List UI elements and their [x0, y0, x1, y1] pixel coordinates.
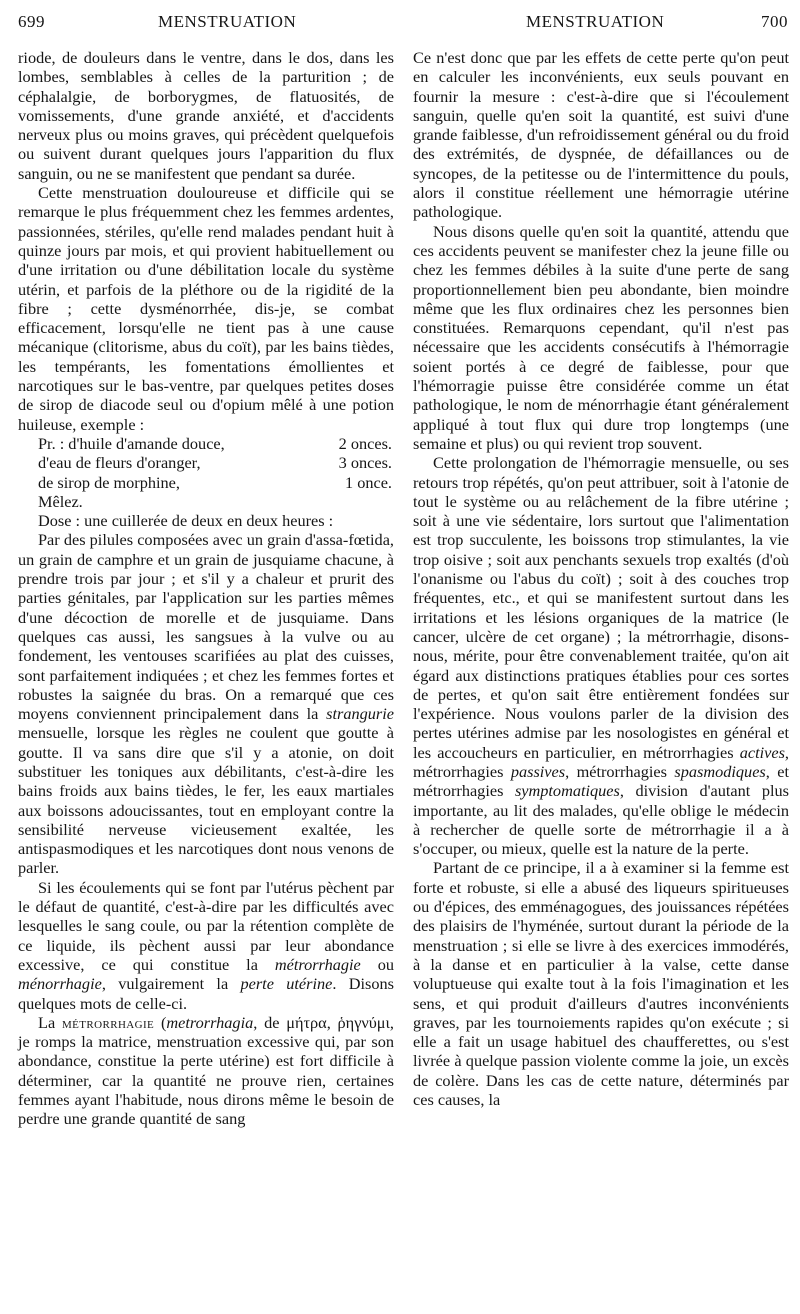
term-heading: métrorrhagie	[61, 1012, 155, 1032]
running-title-right: MENSTRUATION	[526, 12, 665, 31]
paragraph: Cette menstruation douloureuse et difficile qui se remarque le plus fréquemment chez les femmes ardentes, passionnées, stériles, qu'elle rend malades pendant huit à quinze jours par mois, et qui provient habituellement ou d'une irritation ou d'une débilitation locale du système utérin, et parfois de la pléthore ou de la rigidité de la fibre ; cette dysménorrhée, dis-je, se combat efficacement, lorsqu'elle ne tient pas à une cause mécanique (clitorisme, abus du coït), par les bains tièdes, les tempérants, les fomentations émollientes et narcotiques sur le bas-ventre, par quelques petites doses de sirop de diacode seul ou d'opium mêlé à une potion huileuse, exemple :	[18, 183, 394, 434]
quantity: 3 onces.	[338, 453, 392, 473]
ingredient: de sirop de morphine,	[38, 472, 180, 492]
prescription-line	[18, 453, 394, 472]
right-column	[413, 48, 789, 1109]
paragraph: riode, de douleurs dans le ventre, dans le dos, dans les lombes, semblables à celles de la parturition ; de céphalalgie, de borborygmes, de flatuosités, de vomissements, d'une grande anxiété, et d'accidents nerveux plus ou moins graves, qui précèdent quelquefois ou suivent durant quelques jours l'apparition du flux sanguin, ou ne se manifestent que pendant sa durée.	[18, 48, 394, 183]
paragraph: Nous disons quelle qu'en soit la quantité, attendu que ces accidents peuvent se manifester chez la jeune fille ou chez les femmes débiles à la suite d'une perte de sang proportionnellement bien peu abondante, bien moindre même que les flux ordinaires chez les personnes bien constituées. Remarquons cependant, qu'il n'est pas nécessaire que les accidents consécutifs à l'hémorragie soient portés à ce degré de faiblesse, pour que l'hémorragie puisse être considérée comme un état pathologique, le nom de ménorrhagie étant généralement appliqué à tout flux qui dure trop longtemps (une semaine et plus) ou qui revient trop souvent.	[413, 221, 789, 453]
paragraph: Ce n'est donc que par les effets de cette perte qu'on peut en calculer les inconvénients, eux seuls pouvant en fournir la mesure : c'est-à-dire que si l'écoulement sanguin, quelle qu'en soit la quantité, est suivi d'une grande faiblesse, d'un refroidissement général ou du froid des extrémités, de dyspnée, de défaillances ou de syncopes, de la petitesse ou de l'intermittence du pouls, alors il constitue réellement une hémorragie utérine pathologique.	[413, 48, 789, 222]
prescription	[18, 434, 394, 511]
page-header	[18, 12, 788, 38]
ingredient: d'eau de fleurs d'oranger,	[38, 453, 201, 473]
ingredient: Pr. : d'huile d'amande douce,	[38, 433, 225, 453]
quantity: 1 once.	[344, 472, 392, 492]
paragraph: Partant de ce principe, il a à examiner si la femme est forte et robuste, si elle a abusé des liqueurs spiritueuses ou d'épices, des emménagogues, des jouissances répétées des plaisirs de l'hyménée, surtout durant la période de la menstruation ; si elle se livre à des exercices immodérés, à la danse et en particulier à la valse, cette danse voluptueuse qui exalte tout à la fois l'imagination et les sens, et qui produit d'ailleurs d'autres inconvénients graves, par les tournoiements rapides qu'on exécute ; si elle a fait un usage habituel des chaufferettes, ou s'est livrée à quelque passion violente comme la joie, un excès de colère. Dans les cas de cette nature, déterminés par ces causes, la	[413, 858, 789, 1110]
page-number-left: 699	[18, 12, 45, 31]
running-title-left: MENSTRUATION	[158, 12, 297, 31]
prescription-instruction: Mêlez.	[38, 491, 83, 511]
paragraph: Si les écoulements qui se font par l'utérus pèchent par le défaut de quantité, c'est-à-dire par les difficultés avec lesquelles le sang coule, ou par la rétention complète de ce liquide, ils pèchent aussi par leur abondance excessive, ce qui constitue la métrorrhagie ou ménorrhagie, vulgairement la perte utérine. Disons quelques mots de celle-ci.	[18, 877, 394, 1013]
prescription-line	[18, 473, 394, 492]
page-number-right: 700	[761, 12, 788, 31]
dose-line: Dose : une cuillerée de deux en deux heures :	[38, 511, 334, 531]
paragraph: Cette prolongation de l'hémorragie mensuelle, ou ses retours trop répétés, qu'on peut attribuer, soit à l'atonie de tout le système ou au relâchement de la fibre utérine ; soit à une vie sédentaire, lors surtout que l'alimentation est trop succulente, les boissons trop stimulantes, la vie trop oisive ; soit aux penchants sexuels trop exaltés (d'où l'onanisme ou l'abus du coït) ; soit à des couches trop fréquentes, etc., et qui se manifestent surtout dans les irritations et les lésions organiques de la matrice (le cancer, ulcère de cet organe) ; la métrorrhagie, disons-nous, mérite, pour être convenablement traitée, qu'on ait égard aux distinctions pratiques établies pour ces sortes de pertes, et qu'on sait être entièrement fondées sur l'expérience. Nous voulons parler de la division des pertes utérines admise par les nosologistes en général et les accoucheurs en particulier, en métrorrhagies actives, métrorrhagies passives, métrorrhagies spasmodiques, et métrorrhagies symptomatiques, division d'autant plus importante, au lit des malades, qu'elle oblige le médecin à rechercher de quelle sorte de métrorrhagie il a à s'occuper, ou mieux, quelle est la nature de la perte.	[413, 453, 789, 859]
left-column	[18, 48, 394, 1129]
quantity: 2 onces.	[338, 433, 392, 453]
paragraph: La métrorrhagie (metrorrhagia, de μήτρα, ῥηγνύμι, je romps la matrice, menstruation excessive qui, par son abondance, constitue la perte utérine) est fort difficile à déterminer, car la quantité ne prouve rien, certaines femmes ayant l'habitude, nous dirons même le besoin de perdre une grande quantité de sang	[18, 1012, 394, 1129]
paragraph: Par des pilules composées avec un grain d'assa-fœtida, un grain de camphre et un grain de jusquiame chacune, à prendre trois par jour ; et s'il y a chaleur et prurit des parties génitales, par l'application sur les parties mêmes d'une décoction de morelle et de jusquiame. Dans quelques cas aussi, les sangsues à la vulve ou au fondement, les ventouses scarifiées au plat des cuisses, sont parfaitement indiquées ; et chez les femmes fortes et robustes la saignée du bras. On a remarqué que ces moyens conviennent principalement dans la strangurie mensuelle, lorsque les règles ne coulent que goutte à goutte. Il va sans dire que s'il y a atonie, on doit substituer les toniques aux débilitants, c'est-à-dire les bains froids aux bains tièdes, le fer, les eaux martiales aux boissons adoucissantes, tout en employant contre la sensibilité nerveuse vicieusement exaltée, les antispasmodiques et les narcotiques dont nous venons de parler.	[18, 530, 394, 878]
prescription-line	[18, 434, 394, 453]
